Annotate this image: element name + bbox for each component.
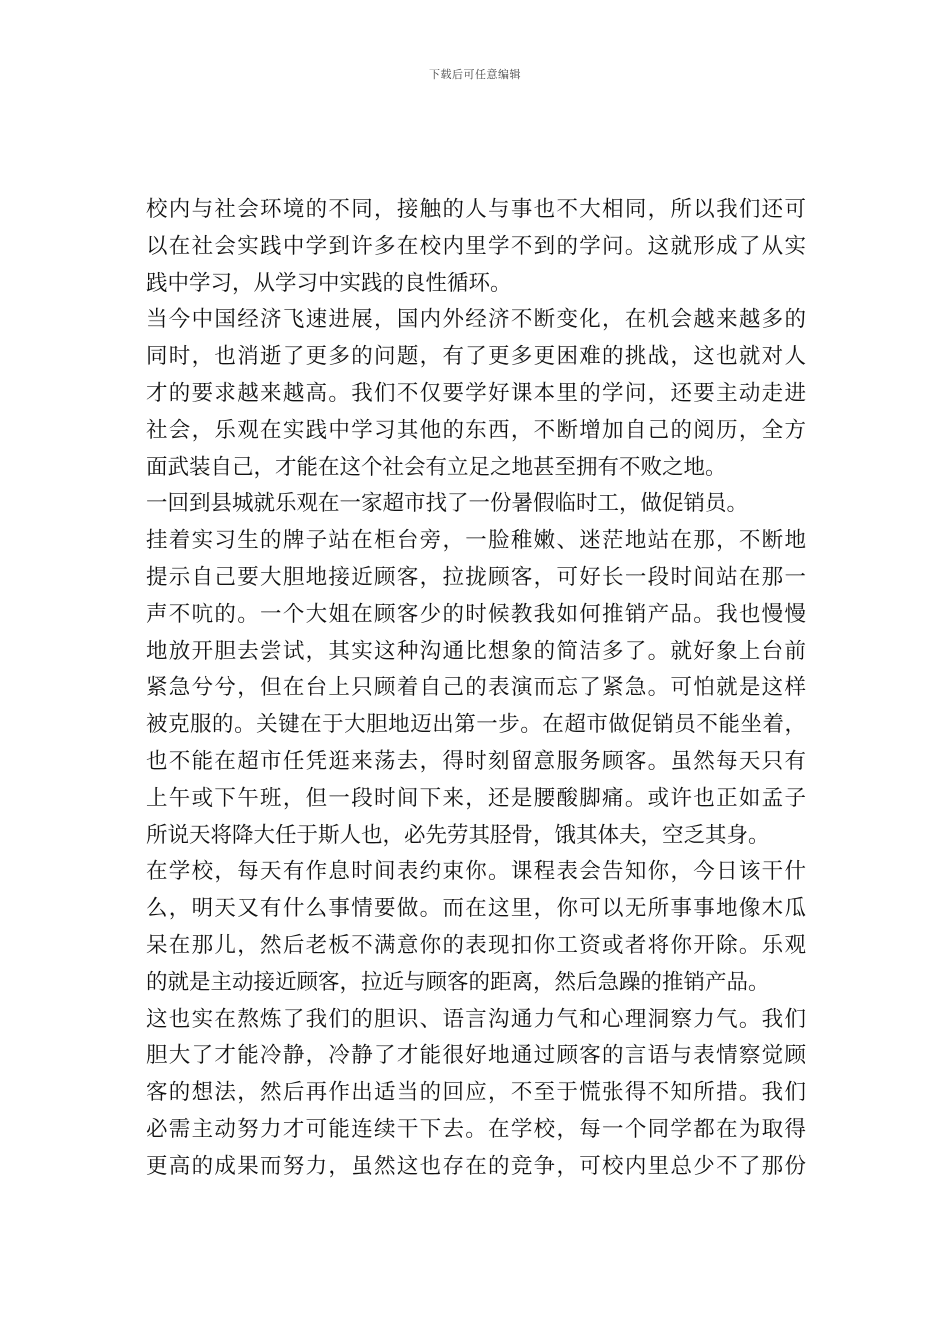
text-line: 践中学习，从学习中实践的良性循环。	[146, 270, 512, 296]
text-line: 在学校，每天有作息时间表约束你。课程表会告知你，今日该干什	[146, 859, 806, 885]
text-line: 紧急兮兮，但在台上只顾着自己的表演而忘了紧急。可怕就是这样	[146, 675, 806, 701]
text-line: 提示自己要大胆地接近顾客，拉拢顾客，可好长一段时间站在那一	[146, 564, 806, 590]
text-line: 同时，也消逝了更多的问题，有了更多更困难的挑战，这也就对人	[146, 344, 806, 370]
text-line: 胆大了才能冷静，冷静了才能很好地通过顾客的言语与表情察觉顾	[146, 1043, 806, 1069]
text-line: 声不吭的。一个大姐在顾客少的时候教我如何推销产品。我也慢慢	[146, 601, 806, 627]
text-line: 地放开胆去尝试，其实这种沟通比想象的简洁多了。就好象上台前	[146, 638, 806, 664]
text-line: 校内与社会环境的不同，接触的人与事也不大相同，所以我们还可	[146, 197, 806, 222]
text-line: 被克服的。关键在于大胆地迈出第一步。在超市做促销员不能坐着，	[146, 712, 806, 738]
text-line: 以在社会实践中学到许多在校内里学不到的学问。这就形成了从实	[146, 233, 806, 259]
text-line: 面武装自己，才能在这个社会有立足之地甚至拥有不败之地。	[146, 454, 727, 480]
text-line: 么，明天又有什么事情要做。而在这里，你可以无所事事地像木瓜	[146, 896, 806, 922]
text-line: 客的想法，然后再作出适当的回应，不至于慌张得不知所措。我们	[146, 1080, 806, 1106]
text-line: 一回到县城就乐观在一家超市找了一份暑假临时工，做促销员。	[146, 491, 749, 517]
document-body	[146, 192, 806, 1186]
page-header: 下载后可任意编辑	[429, 68, 521, 81]
text-line: 的就是主动接近顾客，拉近与顾客的距离，然后急躁的推销产品。	[146, 969, 770, 995]
text-line: 必需主动努力才可能连续干下去。在学校，每一个同学都在为取得	[146, 1116, 806, 1142]
text-line: 也不能在超市任凭逛来荡去，得时刻留意服务顾客。虽然每天只有	[146, 748, 806, 774]
text-line: 上午或下午班，但一段时间下来，还是腰酸脚痛。或许也正如孟子	[146, 785, 806, 811]
text-line: 更高的成果而努力，虽然这也存在的竞争，可校内里总少不了那份	[146, 1153, 806, 1179]
text-line: 挂着实习生的牌子站在柜台旁，一脸稚嫩、迷茫地站在那，不断地	[146, 528, 806, 554]
text-line: 当今中国经济飞速进展，国内外经济不断变化，在机会越来越多的	[146, 307, 806, 333]
text-line: 社会，乐观在实践中学习其他的东西，不断增加自己的阅历，全方	[146, 417, 806, 443]
text-line: 所说天将降大任于斯人也，必先劳其胫骨，饿其体夫，空乏其身。	[146, 822, 770, 848]
text-line: 呆在那儿，然后老板不满意你的表现扣你工资或者将你开除。乐观	[146, 932, 806, 958]
text-line: 才的要求越来越高。我们不仅要学好课本里的学问，还要主动走进	[146, 380, 806, 406]
text-line: 这也实在熬炼了我们的胆识、语言沟通力气和心理洞察力气。我们	[146, 1006, 806, 1032]
